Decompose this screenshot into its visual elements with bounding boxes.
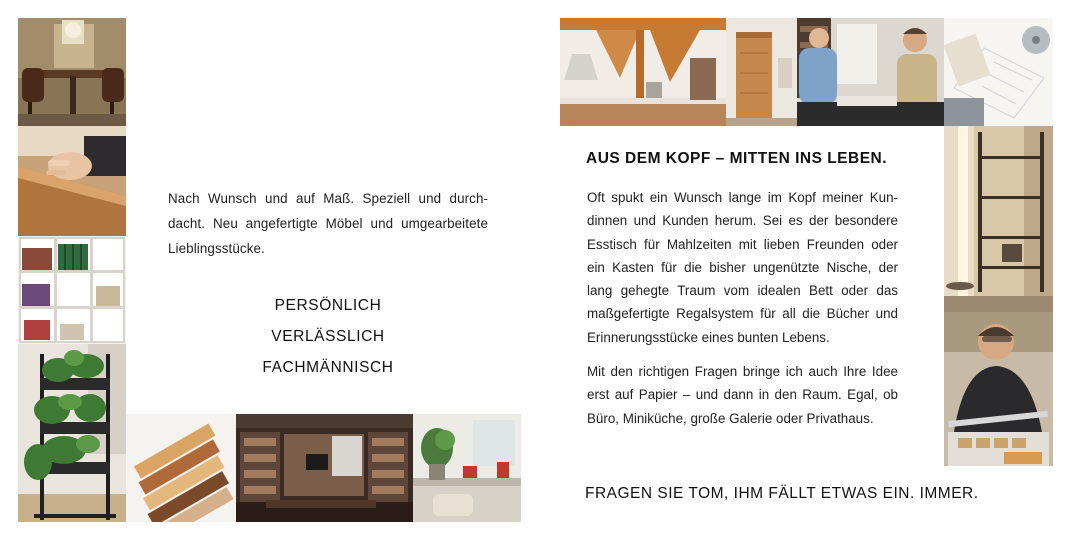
- values-list: [218, 290, 438, 383]
- value-personal: PERSÖNLICH: [274, 297, 382, 314]
- photo-library-room: [236, 414, 413, 522]
- value-reliable: VERLÄSSLICH: [271, 328, 385, 345]
- photo-hand-on-wood: [18, 126, 126, 236]
- photo-timber-kitchen: [560, 18, 726, 126]
- photo-plant-shelf: [18, 344, 126, 522]
- photo-bookshelf-folders: [18, 236, 126, 344]
- photo-wood-samples: [126, 414, 236, 522]
- headline: AUS DEM KOPF – MITTEN INS LEBEN.: [586, 150, 888, 167]
- photo-drawings-sawblade: [944, 18, 1053, 126]
- tagline: FRAGEN SIE TOM, IHM FÄLLT ETWAS EIN. IMMER.: [585, 485, 979, 502]
- body-paragraph-2: Mit den richtigen Fragen bringe ich auch Ihre Idee erst auf Papier – und dann in den Raum. Egal, ob Büro, Miniküche, große Galerie oder Privathaus.: [587, 364, 898, 426]
- intro-paragraph: Nach Wunsch und auf Maß. Speziell und durchdacht. Neu angefertigte Möbel und umgearbeitete Lieblingsstücke.: [168, 191, 488, 256]
- photo-client-meeting: [797, 18, 944, 126]
- photo-bar-table-stools: [18, 18, 126, 126]
- photo-tall-cabinet: [726, 18, 797, 126]
- body-paragraph-1: Oft spukt ein Wunsch lange im Kopf meiner Kundinnen und Kunden herum. Sei es der besondere Esstisch für Mahlzeiten mit lieben Freunden oder ein Kasten für die bisher ungenützte Nische, der lang gehegte Traum vom idealen Bett oder das maßgefertigte Regalsystem für all die Bücher und Erinnerungsstücke eines bunten Lebens.: [587, 190, 898, 345]
- value-professional: FACHMÄNNISCH: [262, 359, 394, 376]
- photo-lit-wall-unit: [944, 126, 1053, 312]
- photo-kitchenette: [413, 414, 521, 522]
- photo-craftsman-at-work: [944, 312, 1053, 466]
